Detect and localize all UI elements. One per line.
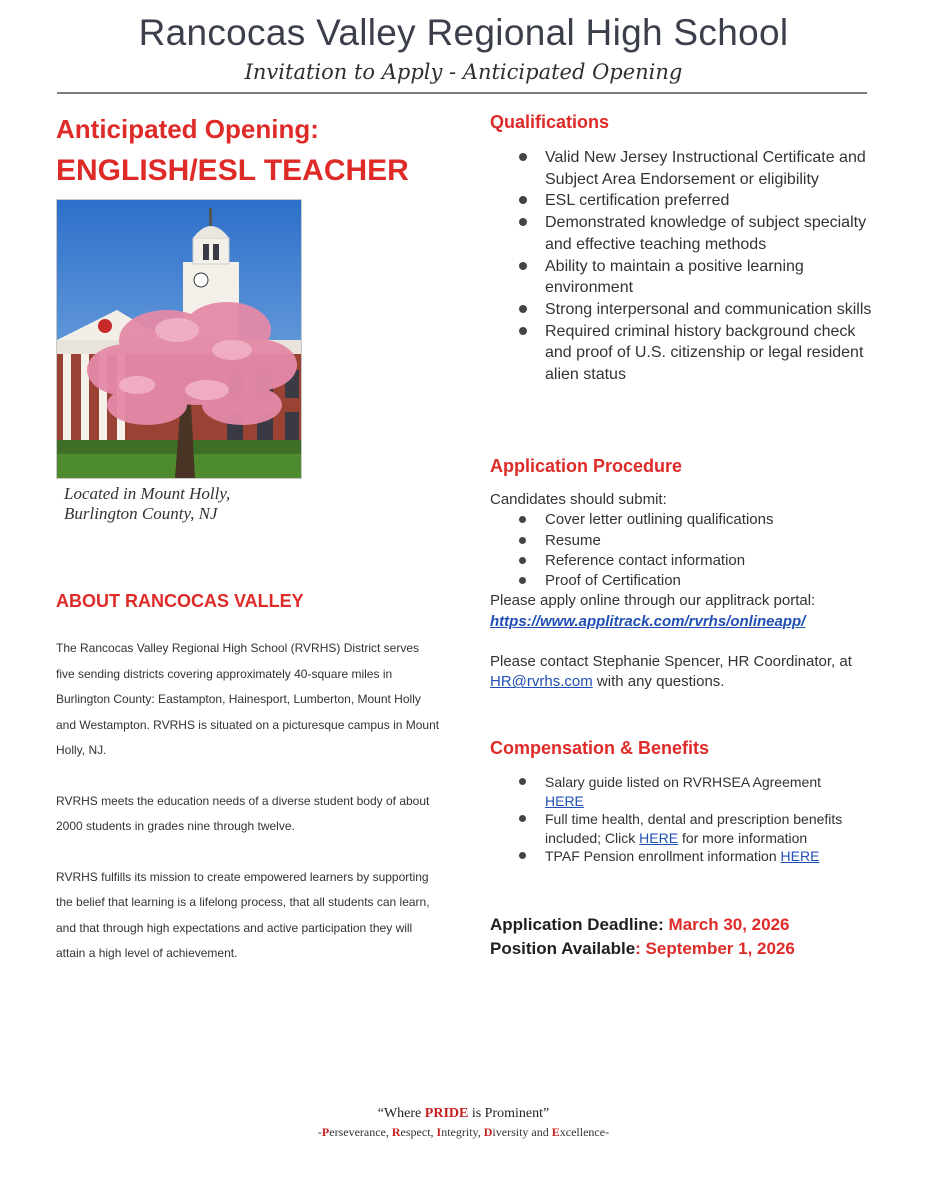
position-title: ENGLISH/ESL TEACHER: [56, 154, 409, 187]
about-paragraph-1: The Rancocas Valley Regional High School (RVRHS) District serves five sending districts covering approximately 40-square miles in Burlington County: Eastampton, Hainesport, Lumberton, Mount Holly and Westampton. RVRHS is situated on a picturesque campus in Mount Holly, NJ.: [56, 641, 440, 757]
applitrack-link[interactable]: https://www.applitrack.com/rvrhs/onlineapp/: [490, 612, 806, 630]
procedure-list: [490, 510, 880, 591]
header-divider: [57, 92, 867, 94]
bullet-icon: [519, 852, 526, 859]
list-item: Demonstrated knowledge of subject specialty and effective teaching methods: [490, 212, 880, 255]
about-heading: ABOUT RANCOCAS VALLEY: [56, 591, 304, 611]
about-paragraph-3: RVRHS fulfills its mission to create empowered learners by supporting the belief that learning is a lifelong process, that all students can learn, and that through high expectations and active participation they will attain a high level of achievement.: [56, 869, 430, 960]
hr-email-link[interactable]: HR@rvrhs.com: [490, 673, 593, 691]
opening-label: Anticipated Opening:: [56, 114, 319, 144]
bullet-icon: [519, 153, 527, 161]
bullet-icon: [519, 557, 526, 564]
header-subtitle: Invitation to Apply - Anticipated Opening: [244, 60, 683, 84]
bullet-icon: [519, 577, 526, 584]
compensation-list: [490, 773, 880, 866]
list-item: Reference contact information: [490, 551, 880, 571]
list-item: Full time health, dental and prescription benefits included; Click HERE for more information: [490, 810, 880, 847]
bullet-icon: [519, 516, 526, 523]
qualifications-list: [490, 147, 880, 386]
procedure-section: [490, 456, 880, 693]
bullet-icon: [519, 196, 527, 204]
about-paragraph-2: RVRHS meets the education needs of a diverse student body of about 2000 students in grades nine through twelve.: [56, 793, 430, 833]
procedure-heading: Application Procedure: [490, 456, 683, 476]
school-building-photo: [56, 199, 302, 479]
list-item: Proof of Certification: [490, 571, 880, 591]
bullet-icon: [519, 537, 526, 544]
bullet-icon: [519, 327, 527, 335]
bullet-icon: [519, 778, 526, 785]
about-body: [56, 636, 441, 992]
apply-instructions: Please apply online through our applitrack portal:: [490, 592, 816, 610]
list-item: Salary guide listed on RVRHSEA Agreement HERE: [490, 773, 880, 810]
compensation-section: [490, 738, 880, 866]
list-item: Required criminal history background check and proof of U.S. citizenship or legal resident alien status: [490, 321, 880, 386]
school-values: -Perseverance, Respect, Integrity, Diversity and Excellence-: [317, 1125, 610, 1139]
bullet-icon: [519, 218, 527, 226]
bullet-icon: [519, 815, 526, 822]
salary-guide-link[interactable]: HERE: [545, 792, 584, 809]
school-name: Rancocas Valley Regional High School: [138, 12, 789, 53]
school-motto: “Where PRIDE is Prominent”: [377, 1106, 550, 1121]
pension-link[interactable]: HERE: [780, 848, 820, 864]
list-item: Valid New Jersey Instructional Certificate and Subject Area Endorsement or eligibility: [490, 147, 880, 190]
list-item: Strong interpersonal and communication skills: [490, 299, 880, 321]
bullet-icon: [519, 262, 527, 270]
position-available: Position Available: September 1, 2026: [490, 939, 795, 958]
list-item: Cover letter outlining qualifications: [490, 510, 880, 530]
bullet-icon: [519, 305, 527, 313]
caption-line-2: Burlington County, NJ: [64, 504, 218, 523]
benefits-link[interactable]: HERE: [639, 829, 679, 846]
qualifications-section: [490, 112, 880, 386]
list-item: Ability to maintain a positive learning environment: [490, 256, 880, 299]
page-header: [0, 0, 927, 100]
procedure-intro: Candidates should submit:: [490, 491, 667, 508]
compensation-heading: Compensation & Benefits: [490, 738, 710, 758]
dates-section: [490, 913, 880, 961]
caption-line-1: Located in Mount Holly,: [64, 484, 231, 503]
application-deadline: Application Deadline: March 30, 2026: [490, 915, 790, 934]
list-item: Resume: [490, 531, 880, 551]
list-item: TPAF Pension enrollment information HERE: [490, 847, 880, 866]
contact-text: Please contact Stephanie Spencer, HR Coordinator, at HR@rvrhs.com with any questions.: [490, 653, 852, 691]
page-footer: [0, 1106, 927, 1140]
list-item: ESL certification preferred: [490, 190, 880, 212]
qualifications-heading: Qualifications: [490, 112, 610, 132]
photo-caption: [64, 484, 230, 524]
